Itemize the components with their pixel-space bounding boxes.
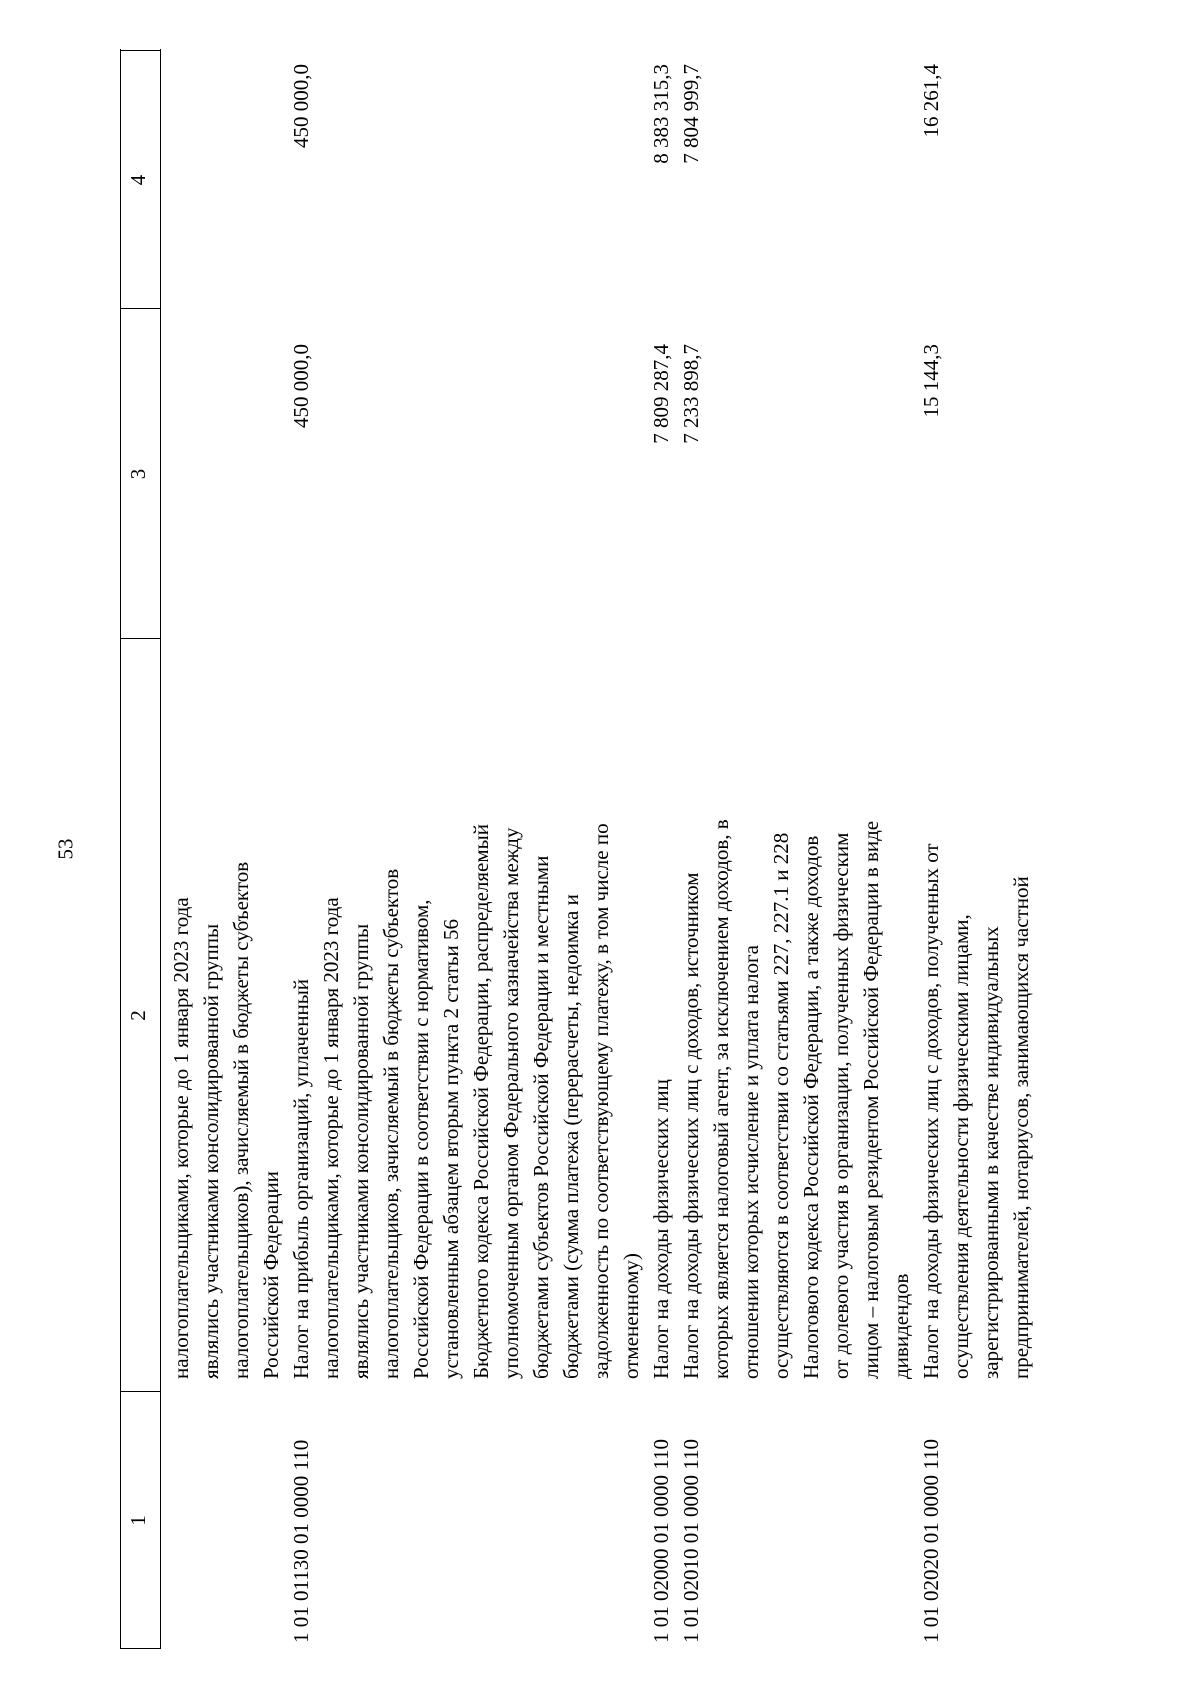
header-bottom-border: [160, 49, 161, 1649]
desc-line: налогоплательщиками, которые до 1 января 2023 года: [169, 897, 193, 1379]
row-1-value-4: 450 000,0: [289, 64, 313, 148]
desc-line: зарегистрированными в качестве индивидуальных: [979, 926, 1003, 1379]
desc-line: Российской Федерации: [259, 1171, 283, 1379]
row-3-code: 1 01 02010 01 0000 110: [679, 1439, 703, 1643]
desc-line: предпринимателей, нотариусов, занимающихся частной: [1009, 876, 1033, 1379]
row-1-value-3: 450 000,0: [289, 344, 313, 428]
desc-line: бюджетами субъектов Российской Федерации и местными: [529, 855, 553, 1379]
desc-line: являлись участниками консолидированной группы: [199, 923, 223, 1379]
page-number: 53: [53, 838, 78, 860]
row-4-code: 1 01 02020 01 0000 110: [919, 1439, 943, 1643]
desc-line: Налог на доходы физических лиц: [649, 1079, 673, 1379]
row-2-description: [646, 1079, 676, 1379]
desc-line: которых является налоговый агент, за исключением доходов, в: [709, 819, 733, 1379]
row-4-value-3: 15 144,3: [919, 344, 943, 418]
row-4-value-4: 16 261,4: [919, 64, 943, 138]
desc-line: Налог на доходы физических лиц с доходов, полученных от: [919, 843, 943, 1379]
header-col-3: 3: [126, 468, 150, 480]
row-3-value-3: 7 233 898,7: [679, 344, 703, 444]
desc-line: осуществления деятельности физическими лицами,: [949, 914, 973, 1379]
header-col-1: 1: [126, 1515, 150, 1526]
desc-line: являлись участниками консолидированной группы: [349, 923, 373, 1379]
desc-line: налогоплательщиков), зачисляемый в бюджеты субъектов: [229, 861, 253, 1379]
desc-line: установленным абзацем вторым пункта 2 статьи 56: [439, 919, 463, 1379]
desc-line: Налог на доходы физических лиц с доходов, источником: [679, 872, 703, 1379]
row-2-code: 1 01 02000 01 0000 110: [649, 1439, 673, 1643]
desc-line: налогоплательщиков, зачисляемый в бюджеты субъектов: [379, 868, 403, 1379]
row-1-code: 1 01 01130 01 0000 110: [289, 1439, 313, 1643]
row-2-value-4: 8 383 315,3: [649, 64, 673, 164]
desc-line: отношении которых исчисление и уплата налога: [739, 945, 763, 1379]
desc-line: от долевого участия в организации, полученных физическим: [829, 832, 853, 1379]
row-0-description: [166, 862, 286, 1379]
desc-line: Налогового кодекса Российской Федерации, а также доходов: [799, 835, 823, 1379]
rotated-table-page: [120, 49, 1100, 1649]
header-col-4: 4: [126, 174, 150, 186]
row-3-value-4: 7 804 999,7: [679, 64, 703, 164]
desc-line: осуществляются в соответствии со статьями 227, 227.1 и 228: [769, 832, 793, 1379]
desc-line: отмененному): [619, 1253, 643, 1379]
header-col-2: 2: [126, 1010, 150, 1021]
row-2-value-3: 7 809 287,4: [649, 344, 673, 444]
row-4-description: [916, 843, 1036, 1379]
desc-line: бюджетами (сумма платежа (перерасчеты, недоимка и: [559, 894, 583, 1379]
row-3-description: [676, 819, 916, 1379]
desc-line: лицом – налоговым резидентом Российской Федерации в виде: [859, 820, 883, 1379]
desc-line: налогоплательщиками, которые до 1 января 2023 года: [319, 897, 343, 1379]
desc-line: Бюджетного кодекса Российской Федерации, распределяемый: [469, 824, 493, 1379]
desc-line: уполномоченным органом Федерального казначейства между: [499, 827, 523, 1379]
desc-line: дивидендов: [889, 1273, 913, 1379]
row-1-description: [286, 823, 646, 1379]
desc-line: Российской Федерации в соответствии с нормативом,: [409, 899, 433, 1379]
desc-line: задолженность по соответствующему платежу, в том числе по: [589, 823, 613, 1379]
table-top-border: [120, 49, 121, 1649]
desc-line: Налог на прибыль организаций, уплаченный: [289, 978, 313, 1379]
